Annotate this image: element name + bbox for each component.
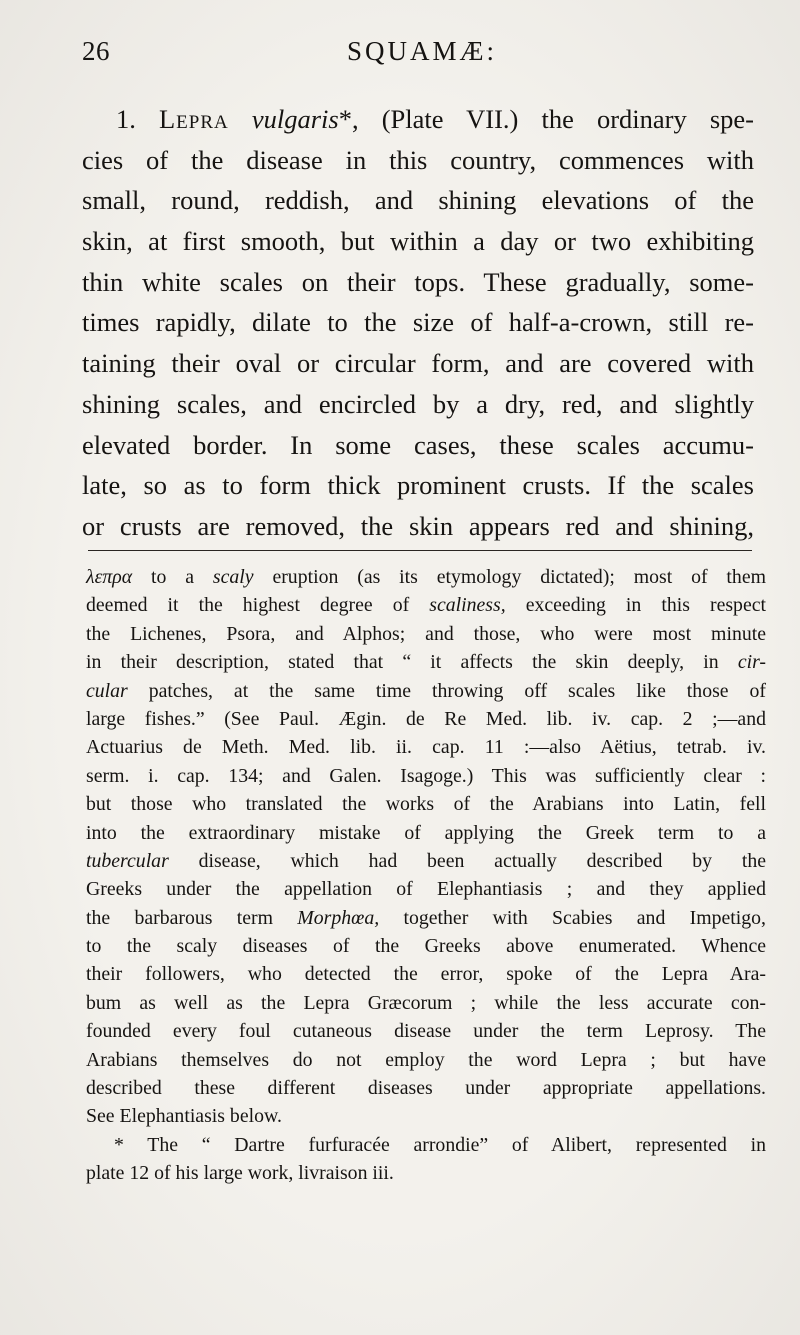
footnote-text: scaliness,: [429, 594, 506, 617]
footnote-line: [86, 790, 766, 818]
footnote-text: large fishes.” (See Paul. Ægin. de Re Med. lib. iv. cap. 2 ;—and: [86, 707, 766, 730]
main-line: taining their oval or circular form, and are covered with: [82, 348, 754, 379]
footnote-text: but those who translated the works of the Arabians into Latin, fell: [86, 793, 766, 816]
footnote-text: exceeding in this respect: [505, 594, 766, 617]
main-line: skin, at first smooth, but within a day or two exhibiting: [82, 226, 754, 257]
footnote-text: * The “ Dartre furfuracée arrondie” of Alibert, represented in: [114, 1133, 766, 1156]
footnote-text: plate 12 of his large work, livraison iii.: [86, 1162, 394, 1185]
footnote-text: Actuarius de Meth. Med. lib. ii. cap. 11 :—also Aëtius, tetrab. iv.: [86, 736, 766, 759]
footnote-line: [86, 1017, 766, 1045]
footnote-line: [86, 677, 766, 705]
footnote-text: λεπρα: [86, 566, 133, 588]
footnote-text: disease, which had been actually described by the: [168, 849, 766, 872]
footnote-text: into the extraordinary mistake of applying the Greek term to a: [86, 821, 766, 844]
footnote-line: [86, 904, 766, 932]
main-line: cies of the disease in this country, commences with: [82, 144, 754, 175]
footnote-line: [86, 648, 766, 676]
footnote-line: [86, 932, 766, 960]
footnote-line: [86, 989, 766, 1017]
main-line: 1. Lepra vulgaris*, (Plate VII.) the ordinary spe-: [116, 104, 754, 134]
main-line: thin white scales on their tops. These gradually, some-: [82, 266, 754, 297]
footnote-text: eruption (as its etymology dictated); most of them: [253, 566, 766, 588]
footnote-line: [86, 620, 766, 648]
footnote-text: cular: [86, 679, 128, 702]
main-paragraph: [82, 99, 754, 547]
footnote-line: [86, 591, 766, 619]
main-line: times rapidly, dilate to the size of half-a-crown, still re-: [82, 307, 754, 338]
footnotes: [86, 563, 766, 1188]
footnote-line: [86, 705, 766, 733]
footnote-text: the Lichenes, Psora, and Alphos; and those, who were most minute: [86, 622, 766, 645]
footnote-line: [86, 563, 766, 591]
footnote-text: founded every foul cutaneous disease under the term Leprosy. The: [86, 1020, 766, 1043]
footnote-line: [86, 1159, 766, 1187]
footnote-text: scaly: [212, 566, 254, 588]
footnote-line: [86, 847, 766, 875]
main-line: or crusts are removed, the skin appears red and shining,: [82, 510, 754, 541]
main-line: shining scales, and encircled by a dry, red, and slightly: [82, 388, 754, 419]
footnote-text: Morphœa,: [297, 906, 380, 929]
footnote-text: deemed it the highest degree of: [86, 594, 430, 617]
main-line: elevated border. In some cases, these scales accumu-: [82, 429, 754, 460]
footnote-text: Greeks under the appellation of Elephantiasis ; and they applied: [86, 878, 766, 901]
footnote-line: [86, 875, 766, 903]
footnote-text: to a: [132, 566, 213, 588]
footnote-text: bum as well as the Lepra Græcorum ; while the less accurate con-: [86, 991, 766, 1014]
footnote-line: [86, 762, 766, 790]
footnote-text: tubercular: [86, 849, 169, 872]
footnote-line: [86, 1131, 766, 1159]
footnote-line: [86, 1074, 766, 1102]
footnote-text: Arabians themselves do not employ the word Lepra ; but have: [86, 1048, 766, 1071]
page-header: [82, 36, 762, 76]
footnote-text: to the scaly diseases of the Greeks above enumerated. Whence: [86, 935, 766, 958]
footnote-line: [86, 733, 766, 761]
footnote-line: [86, 819, 766, 847]
footnote-text: the barbarous term: [86, 906, 298, 929]
footnote-text: See Elephantiasis below.: [86, 1105, 282, 1128]
main-line: late, so as to form thick prominent crusts. If the scales: [82, 470, 754, 501]
footnote-divider: [88, 550, 752, 551]
footnote-line: [86, 1102, 766, 1130]
footnote-line: [86, 1046, 766, 1074]
footnote-text: cir-: [737, 651, 766, 674]
footnote-text: serm. i. cap. 134; and Galen. Isagoge.) This was sufficiently clear :: [86, 764, 766, 787]
footnote-text: together with Scabies and Impetigo,: [379, 906, 766, 929]
running-head: SQUAMÆ:: [346, 36, 498, 66]
footnote-text: patches, at the same time throwing off scales like those of: [127, 679, 766, 702]
footnote-text: their followers, who detected the error, spoke of the Lepra Ara-: [86, 963, 766, 986]
page-number: 26: [82, 36, 110, 66]
main-line: small, round, reddish, and shining elevations of the: [82, 185, 754, 216]
footnote-text: described these different diseases under appropriate appellations.: [86, 1077, 766, 1100]
footnote-line: [86, 960, 766, 988]
footnote-text: in their description, stated that “ it affects the skin deeply, in: [86, 651, 738, 674]
